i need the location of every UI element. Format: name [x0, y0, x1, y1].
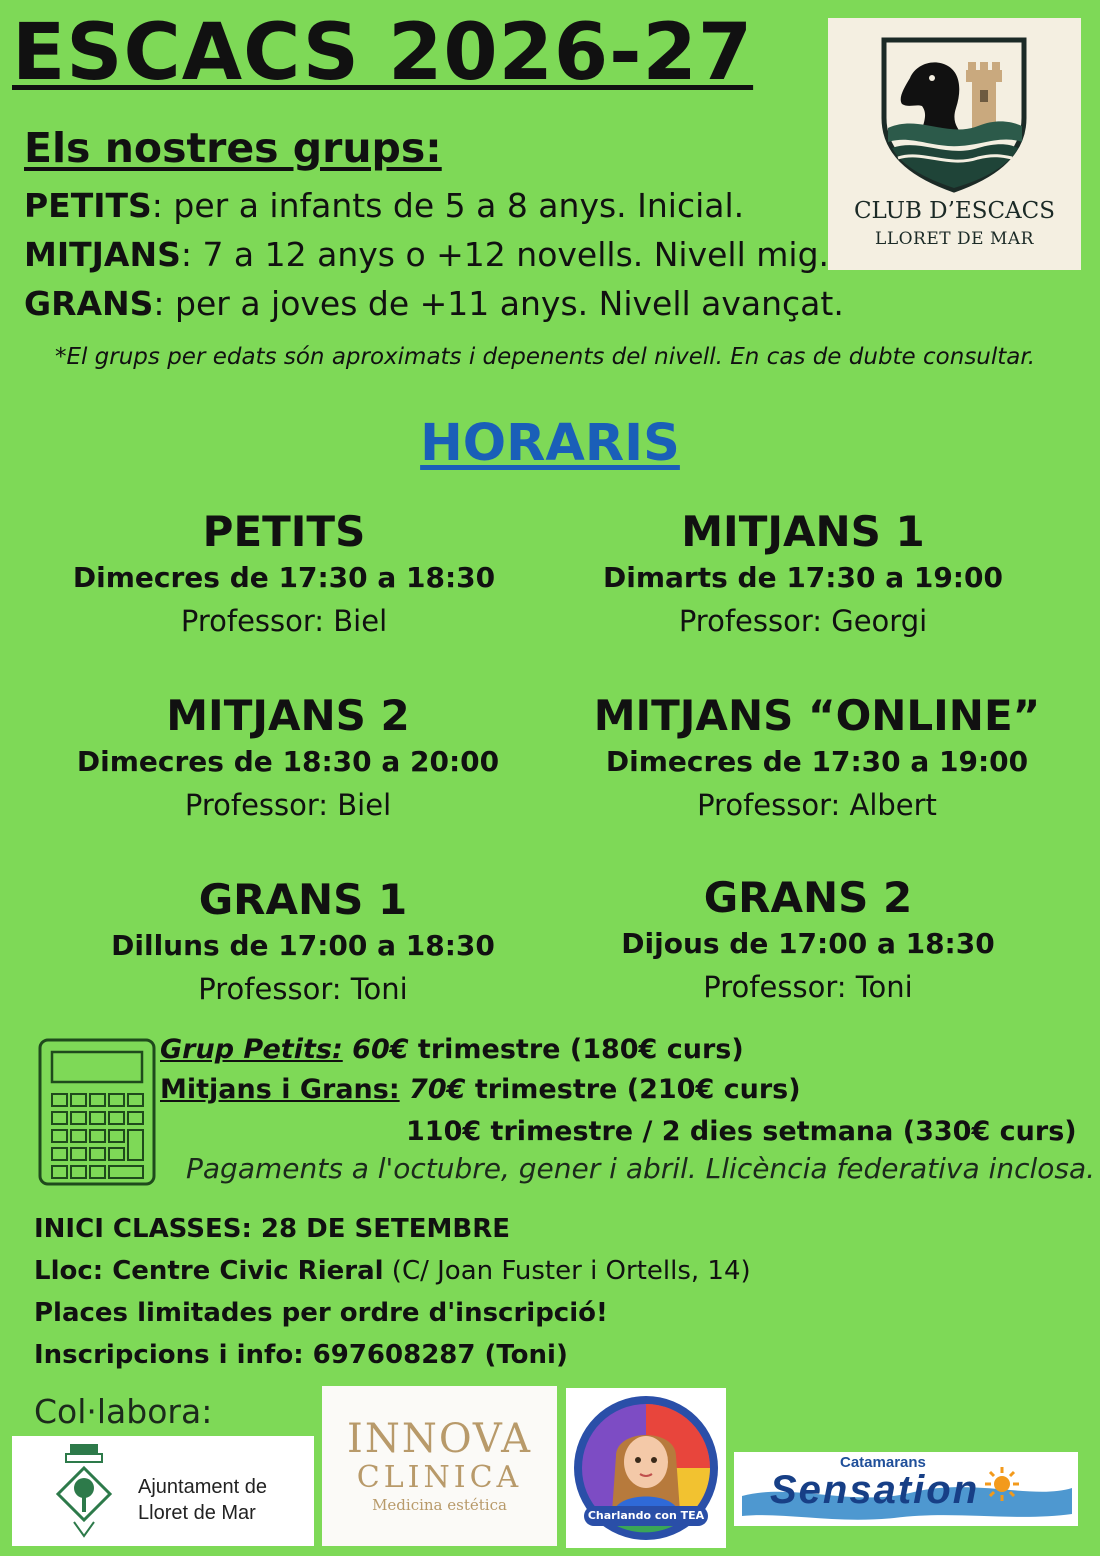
price-amount: 70€ — [409, 1074, 466, 1105]
group-desc: : per a joves de +11 anys. Nivell avançat. — [153, 284, 844, 323]
location-address: (C/ Joan Fuster i Ortells, 14) — [383, 1256, 751, 1286]
group-name: MITJANS — [24, 235, 181, 274]
schedule-time: Dimecres de 17:30 a 19:00 — [605, 745, 1029, 778]
price-rest: trimestre (210€ curs) — [465, 1074, 801, 1105]
calculator-icon — [38, 1038, 156, 1186]
schedule-petits — [24, 506, 544, 644]
schedule-mitjans-online — [557, 690, 1077, 828]
group-grans — [24, 284, 844, 324]
schedule-time: Dimecres de 17:30 a 18:30 — [72, 561, 496, 594]
sun-icon — [984, 1466, 1020, 1502]
sponsor-tea-caption: Charlando con TEA — [584, 1506, 708, 1526]
schedule-heading: HORARIS — [420, 414, 680, 473]
knight-tower-crest-icon — [828, 18, 1081, 198]
limited-places: Places limitades per ordre d'inscripció! — [34, 1298, 608, 1328]
group-desc: : per a infants de 5 a 8 anys. Inicial. — [151, 186, 745, 225]
schedule-name: MITJANS 1 — [681, 507, 925, 556]
sponsor-charlando-tea — [566, 1388, 726, 1548]
price-amount: 60€ — [352, 1034, 409, 1065]
schedule-name: PETITS — [202, 507, 366, 556]
classes-start: INICI CLASSES: 28 DE SETEMBRE — [34, 1214, 510, 1244]
price-two-days: 110€ trimestre / 2 dies setmana (330€ curs) — [406, 1116, 1077, 1147]
schedule-mitjans-2 — [28, 690, 548, 828]
logo-title: CLUB D’ESCACS — [853, 198, 1056, 224]
schedule-teacher: Professor: Albert — [697, 788, 937, 822]
group-desc: : 7 a 12 anys o +12 novells. Nivell mig. — [180, 235, 830, 274]
price-label: Grup Petits: — [160, 1034, 343, 1065]
sponsor-innova-clinica — [322, 1386, 557, 1546]
schedule-teacher: Professor: Georgi — [678, 604, 928, 638]
group-petits — [24, 186, 744, 226]
schedule-teacher: Professor: Biel — [184, 788, 392, 822]
price-mitjans-grans — [160, 1074, 801, 1105]
schedule-teacher: Professor: Toni — [703, 970, 913, 1004]
group-name: GRANS — [24, 284, 154, 323]
groups-heading: Els nostres grups: — [24, 124, 442, 172]
sponsor-ajuntament-line2: Lloret de Mar — [138, 1502, 256, 1524]
schedule-grans-1 — [43, 874, 563, 1012]
schedule-teacher: Professor: Biel — [180, 604, 388, 638]
schedule-name: MITJANS “ONLINE” — [593, 691, 1041, 740]
schedule-time: Dijous de 17:00 a 18:30 — [621, 927, 995, 960]
schedule-name: MITJANS 2 — [166, 691, 410, 740]
sponsor-innova-line2: CLINICA — [356, 1460, 523, 1495]
schedule-time: Dilluns de 17:00 a 18:30 — [111, 929, 495, 962]
payments-note: Pagaments a l'octubre, gener i abril. Llicència federativa inclosa. — [186, 1152, 1096, 1185]
sponsor-catamarans-sensation — [734, 1452, 1078, 1526]
club-logo — [828, 18, 1081, 270]
sponsor-ajuntament-line1: Ajuntament de — [138, 1476, 267, 1498]
sponsor-catamarans-big: Sensation — [770, 1468, 980, 1512]
schedule-name: GRANS 2 — [703, 873, 913, 922]
groups-note: *El grups per edats són aproximats i depenents del nivell. En cas de dubte consultar. — [54, 344, 1036, 370]
location — [34, 1256, 751, 1286]
location-label: Lloc: Centre Civic Rieral — [34, 1256, 384, 1286]
group-name: PETITS — [24, 186, 152, 225]
sponsor-ajuntament — [12, 1436, 314, 1546]
schedule-time: Dimarts de 17:30 a 19:00 — [603, 561, 1003, 594]
sponsor-innova-line1: INNOVA — [347, 1416, 532, 1462]
logo-subtitle: LLORET DE MAR — [875, 229, 1034, 249]
page-title: ESCACS 2026-27 — [12, 8, 754, 98]
contact-info: Inscripcions i info: 697608287 (Toni) — [34, 1340, 568, 1370]
sponsor-innova-line3: Medicina estética — [372, 1496, 507, 1514]
group-mitjans — [24, 235, 829, 275]
schedule-time: Dimecres de 18:30 a 20:00 — [76, 745, 500, 778]
collabora-label: Col·labora: — [34, 1392, 213, 1431]
price-rest: trimestre (180€ curs) — [408, 1034, 744, 1065]
price-petits — [160, 1034, 744, 1065]
ajuntament-crest-icon — [52, 1442, 116, 1540]
schedule-teacher: Professor: Toni — [198, 972, 408, 1006]
schedule-name: GRANS 1 — [198, 875, 408, 924]
price-label: Mitjans i Grans: — [160, 1074, 400, 1105]
sponsor-catamarans-small: Catamarans — [840, 1454, 926, 1471]
schedule-mitjans-1 — [543, 506, 1063, 644]
schedule-grans-2 — [548, 872, 1068, 1010]
